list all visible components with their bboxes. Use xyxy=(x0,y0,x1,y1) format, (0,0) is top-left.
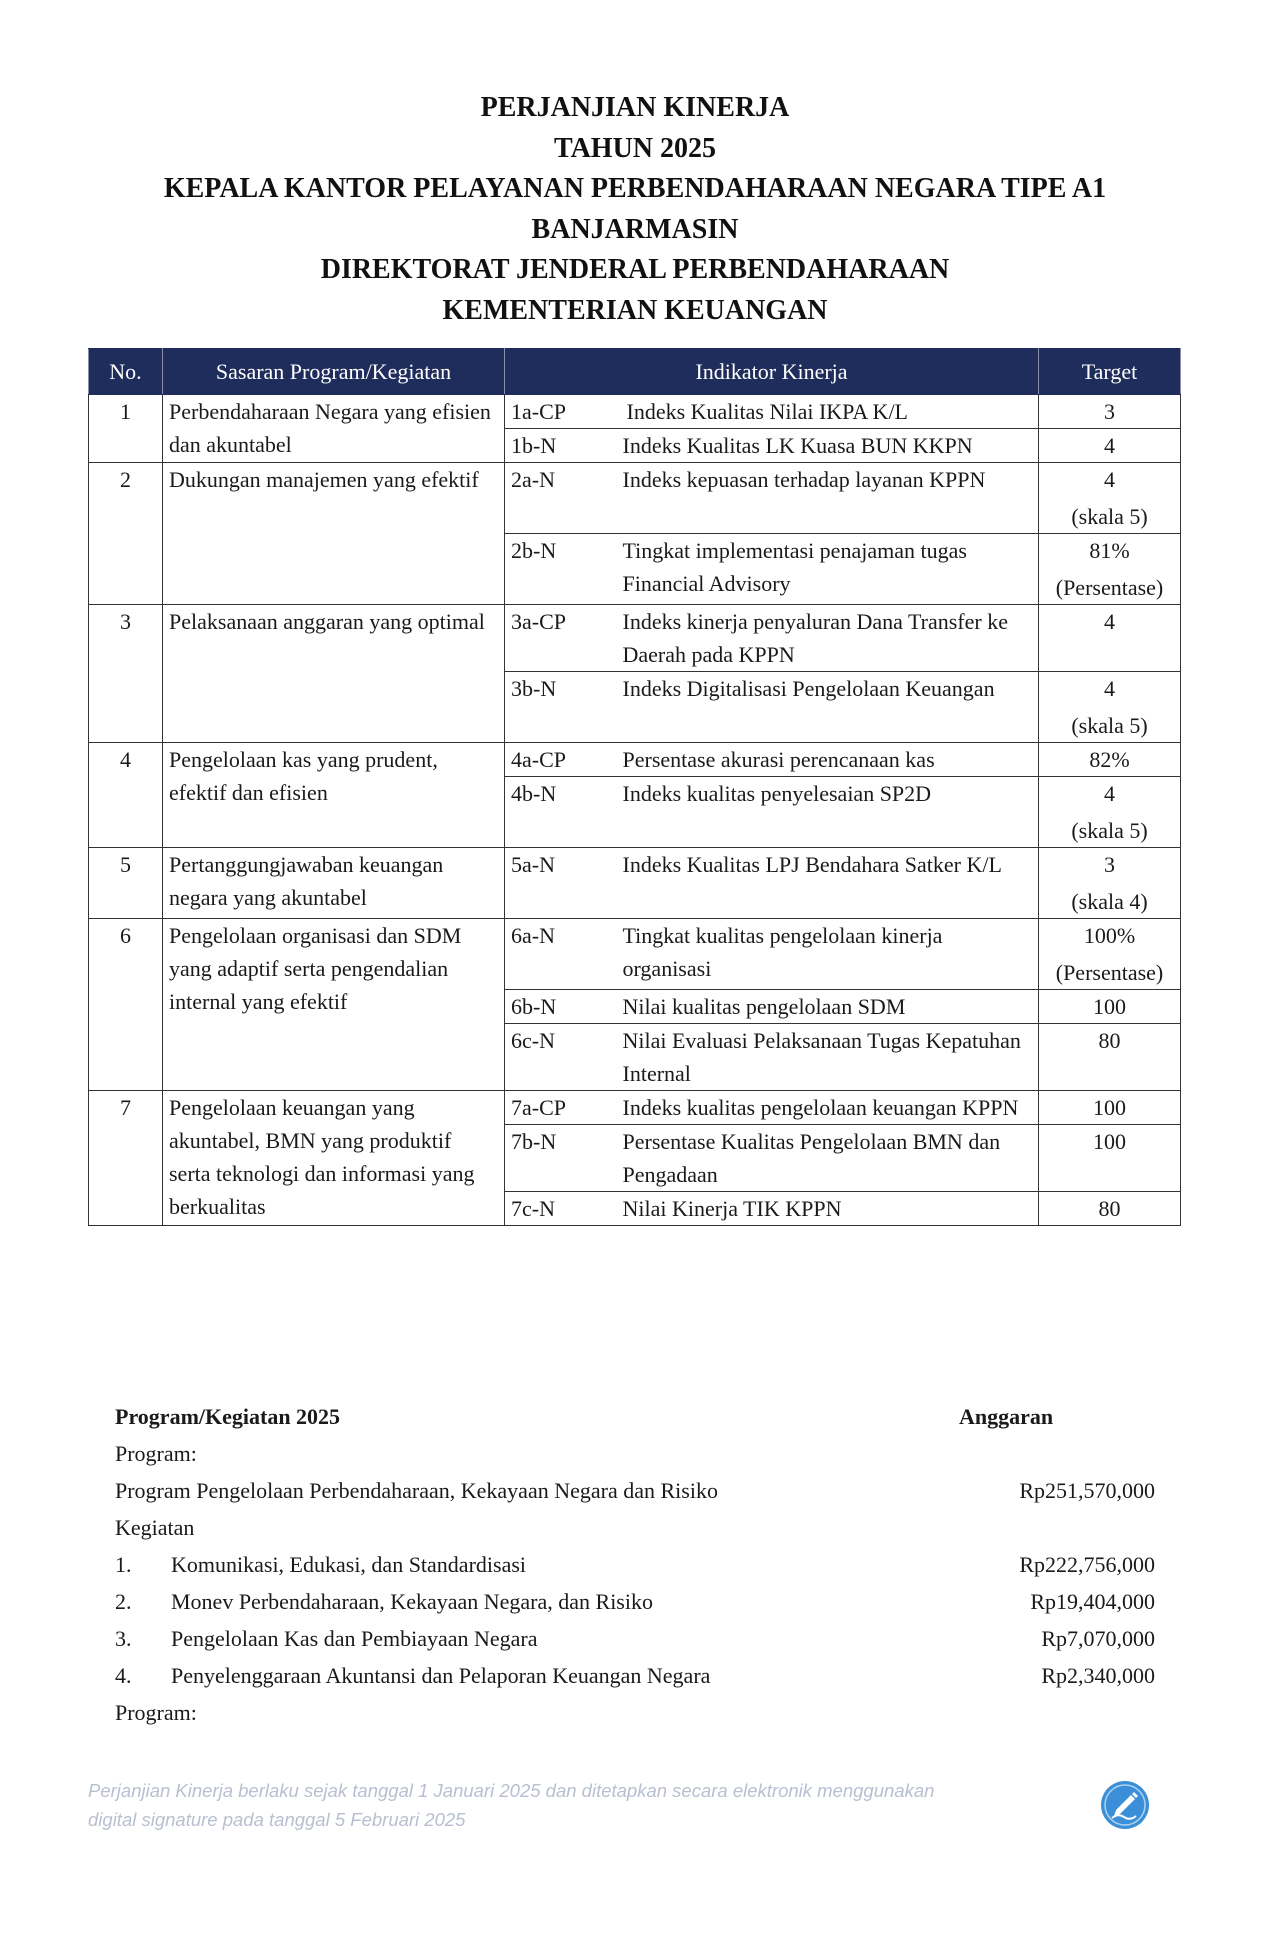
kegiatan-amount: Rp19,404,000 xyxy=(1030,1589,1155,1614)
kegiatan-item xyxy=(115,1657,1155,1694)
table-row xyxy=(89,1091,1181,1125)
header-sasaran: Sasaran Program/Kegiatan xyxy=(163,349,505,395)
target-cell xyxy=(1039,1125,1181,1192)
sasaran-cell: Dukungan manajemen yang efektif xyxy=(163,463,505,605)
indicator-name: Nilai Evaluasi Pelaksanaan Tugas Kepatuhan Internal xyxy=(617,1024,1039,1091)
sasaran-cell: Pengelolaan keuangan yang akuntabel, BMN yang produktif serta teknologi dan informasi yang berkualitas xyxy=(163,1091,505,1226)
indicator-code: 3a-CP xyxy=(505,605,617,672)
footer-line-2: digital signature pada tanggal 5 Februari 2025 xyxy=(88,1809,466,1830)
kegiatan-item xyxy=(115,1620,1155,1657)
indicator-code: 6b-N xyxy=(505,990,617,1024)
indicator-code: 1a-CP xyxy=(505,395,617,429)
indicator-code: 7a-CP xyxy=(505,1091,617,1125)
program-name: Program Pengelolaan Perbendaharaan, Kekayaan Negara dan Risiko xyxy=(115,1478,718,1503)
target-cell xyxy=(1039,605,1181,672)
performance-table xyxy=(88,348,1181,1226)
kegiatan-amount: Rp222,756,000 xyxy=(1019,1552,1155,1577)
target-value: 100 xyxy=(1093,1095,1127,1120)
indicator-name: Indeks Kualitas LPJ Bendahara Satker K/L xyxy=(617,848,1039,919)
kegiatan-item xyxy=(115,1583,1155,1620)
program-row xyxy=(115,1472,1155,1509)
indicator-code: 2a-N xyxy=(505,463,617,534)
target-value: 81% xyxy=(1089,538,1130,563)
target-value: 82% xyxy=(1089,747,1130,772)
target-cell xyxy=(1039,777,1181,848)
kegiatan-number: 1. xyxy=(115,1552,132,1577)
kegiatan-name: Komunikasi, Edukasi, dan Standardisasi xyxy=(171,1552,527,1577)
indicator-code: 2b-N xyxy=(505,534,617,605)
target-unit: (skala 5) xyxy=(1071,504,1148,529)
row-number: 1 xyxy=(89,395,163,463)
header-target: Target xyxy=(1039,349,1181,395)
target-unit: (Persentase) xyxy=(1055,960,1164,985)
indicator-code: 4b-N xyxy=(505,777,617,848)
kegiatan-name: Monev Perbendaharaan, Kekayaan Negara, dan Risiko xyxy=(171,1589,653,1614)
target-value: 3 xyxy=(1104,399,1116,424)
target-value: 100 xyxy=(1093,1129,1127,1154)
target-cell xyxy=(1039,743,1181,777)
sasaran-cell: Pengelolaan organisasi dan SDM yang adaptif serta pengendalian internal yang efektif xyxy=(163,919,505,1091)
anggaran-heading: Anggaran xyxy=(959,1404,1054,1429)
target-cell xyxy=(1039,1091,1181,1125)
header-directorate: DIREKTORAT JENDERAL PERBENDAHARAAN xyxy=(320,254,950,285)
header-city: BANJARMASIN xyxy=(531,213,739,245)
footer-note xyxy=(88,1776,1088,1834)
program-section xyxy=(115,1398,1155,1731)
target-unit: (Persentase) xyxy=(1055,575,1164,600)
indicator-code: 1b-N xyxy=(505,429,617,463)
row-number: 3 xyxy=(89,605,163,743)
program-amount: Rp251,570,000 xyxy=(1019,1478,1155,1503)
program-label: Program: xyxy=(115,1441,197,1466)
target-unit: (skala 5) xyxy=(1071,713,1148,738)
target-cell xyxy=(1039,848,1181,919)
target-cell xyxy=(1039,395,1181,429)
target-cell xyxy=(1039,534,1181,605)
indicator-name: Tingkat implementasi penajaman tugas Financial Advisory xyxy=(617,534,1039,605)
program-heading-row xyxy=(115,1398,1155,1435)
target-value: 4 xyxy=(1104,609,1116,634)
sasaran-cell: Pelaksanaan anggaran yang optimal xyxy=(163,605,505,743)
indicator-code: 6c-N xyxy=(505,1024,617,1091)
indicator-name: Tingkat kualitas pengelolaan kinerja organisasi xyxy=(617,919,1039,990)
kegiatan-item xyxy=(115,1546,1155,1583)
table-row xyxy=(89,395,1181,429)
program-heading: Program/Kegiatan 2025 xyxy=(115,1404,341,1429)
kegiatan-name: Pengelolaan Kas dan Pembiayaan Negara xyxy=(171,1626,538,1651)
indicator-name: Indeks kinerja penyaluran Dana Transfer ke Daerah pada KPPN xyxy=(617,605,1039,672)
target-unit: (skala 4) xyxy=(1071,889,1148,914)
header-indikator: Indikator Kinerja xyxy=(505,349,1039,395)
indicator-name: Nilai Kinerja TIK KPPN xyxy=(617,1192,1039,1226)
indicator-name: Indeks kualitas pengelolaan keuangan KPPN xyxy=(617,1091,1039,1125)
target-cell xyxy=(1039,1024,1181,1091)
indicator-name: Indeks Kualitas Nilai IKPA K/L xyxy=(617,395,1039,429)
target-value: 80 xyxy=(1098,1196,1121,1221)
kegiatan-number: 3. xyxy=(115,1626,132,1651)
header-office: KEPALA KANTOR PELAYANAN PERBENDAHARAAN NEGARA TIPE A1 xyxy=(163,173,1107,204)
kegiatan-list xyxy=(115,1546,1155,1694)
indicator-name: Indeks Kualitas LK Kuasa BUN KKPN xyxy=(617,429,1039,463)
table-row xyxy=(89,919,1181,990)
kegiatan-number: 2. xyxy=(115,1589,132,1614)
indicator-name: Nilai kualitas pengelolaan SDM xyxy=(617,990,1039,1024)
header-year: TAHUN 2025 xyxy=(553,132,717,164)
program-label-2: Program: xyxy=(115,1700,197,1725)
target-value: 80 xyxy=(1098,1028,1121,1053)
table-body xyxy=(89,395,1181,1226)
indicator-code: 6a-N xyxy=(505,919,617,990)
target-value: 4 xyxy=(1104,781,1116,806)
indicator-code: 4a-CP xyxy=(505,743,617,777)
row-number: 4 xyxy=(89,743,163,848)
indicator-code: 5a-N xyxy=(505,848,617,919)
indicator-code: 7c-N xyxy=(505,1192,617,1226)
indicator-name: Persentase akurasi perencanaan kas xyxy=(617,743,1039,777)
target-cell xyxy=(1039,463,1181,534)
target-cell xyxy=(1039,919,1181,990)
table-row xyxy=(89,605,1181,672)
indicator-name: Indeks kepuasan terhadap layanan KPPN xyxy=(617,463,1039,534)
target-cell xyxy=(1039,429,1181,463)
target-value: 100% xyxy=(1083,923,1136,948)
document-header xyxy=(0,88,1270,331)
footer-line-1: Perjanjian Kinerja berlaku sejak tanggal 1 Januari 2025 dan ditetapkan secara elektronik menggunakan xyxy=(88,1780,935,1801)
header-ministry: KEMENTERIAN KEUANGAN xyxy=(442,294,828,326)
indicator-code: 3b-N xyxy=(505,672,617,743)
target-cell xyxy=(1039,672,1181,743)
sasaran-cell: Pertanggungjawaban keuangan negara yang akuntabel xyxy=(163,848,505,919)
kegiatan-amount: Rp2,340,000 xyxy=(1041,1663,1155,1688)
target-value: 100 xyxy=(1093,994,1127,1019)
table-row xyxy=(89,848,1181,919)
sasaran-cell: Perbendaharaan Negara yang efisien dan akuntabel xyxy=(163,395,505,463)
header-no: No. xyxy=(89,349,163,395)
indicator-name: Persentase Kualitas Pengelolaan BMN dan Pengadaan xyxy=(617,1125,1039,1192)
indicator-code: 7b-N xyxy=(505,1125,617,1192)
kegiatan-name: Penyelenggaraan Akuntansi dan Pelaporan Keuangan Negara xyxy=(171,1663,711,1688)
table-row xyxy=(89,743,1181,777)
kegiatan-number: 4. xyxy=(115,1663,132,1688)
target-value: 4 xyxy=(1104,433,1116,458)
table-row xyxy=(89,463,1181,534)
target-cell xyxy=(1039,990,1181,1024)
target-value: 3 xyxy=(1104,852,1116,877)
target-cell xyxy=(1039,1192,1181,1226)
row-number: 7 xyxy=(89,1091,163,1226)
row-number: 6 xyxy=(89,919,163,1091)
header-title: PERJANJIAN KINERJA xyxy=(480,92,790,123)
indicator-name: Indeks kualitas penyelesaian SP2D xyxy=(617,777,1039,848)
target-value: 4 xyxy=(1104,676,1116,701)
indicator-name: Indeks Digitalisasi Pengelolaan Keuangan xyxy=(617,672,1039,743)
signature-pen-icon xyxy=(1100,1780,1150,1830)
row-number: 2 xyxy=(89,463,163,605)
kegiatan-amount: Rp7,070,000 xyxy=(1041,1626,1155,1651)
table-header-row xyxy=(89,349,1181,395)
target-value: 4 xyxy=(1104,467,1116,492)
target-unit: (skala 5) xyxy=(1071,818,1148,843)
sasaran-cell: Pengelolaan kas yang prudent, efektif dan efisien xyxy=(163,743,505,848)
kegiatan-label: Kegiatan xyxy=(115,1515,195,1540)
row-number: 5 xyxy=(89,848,163,919)
